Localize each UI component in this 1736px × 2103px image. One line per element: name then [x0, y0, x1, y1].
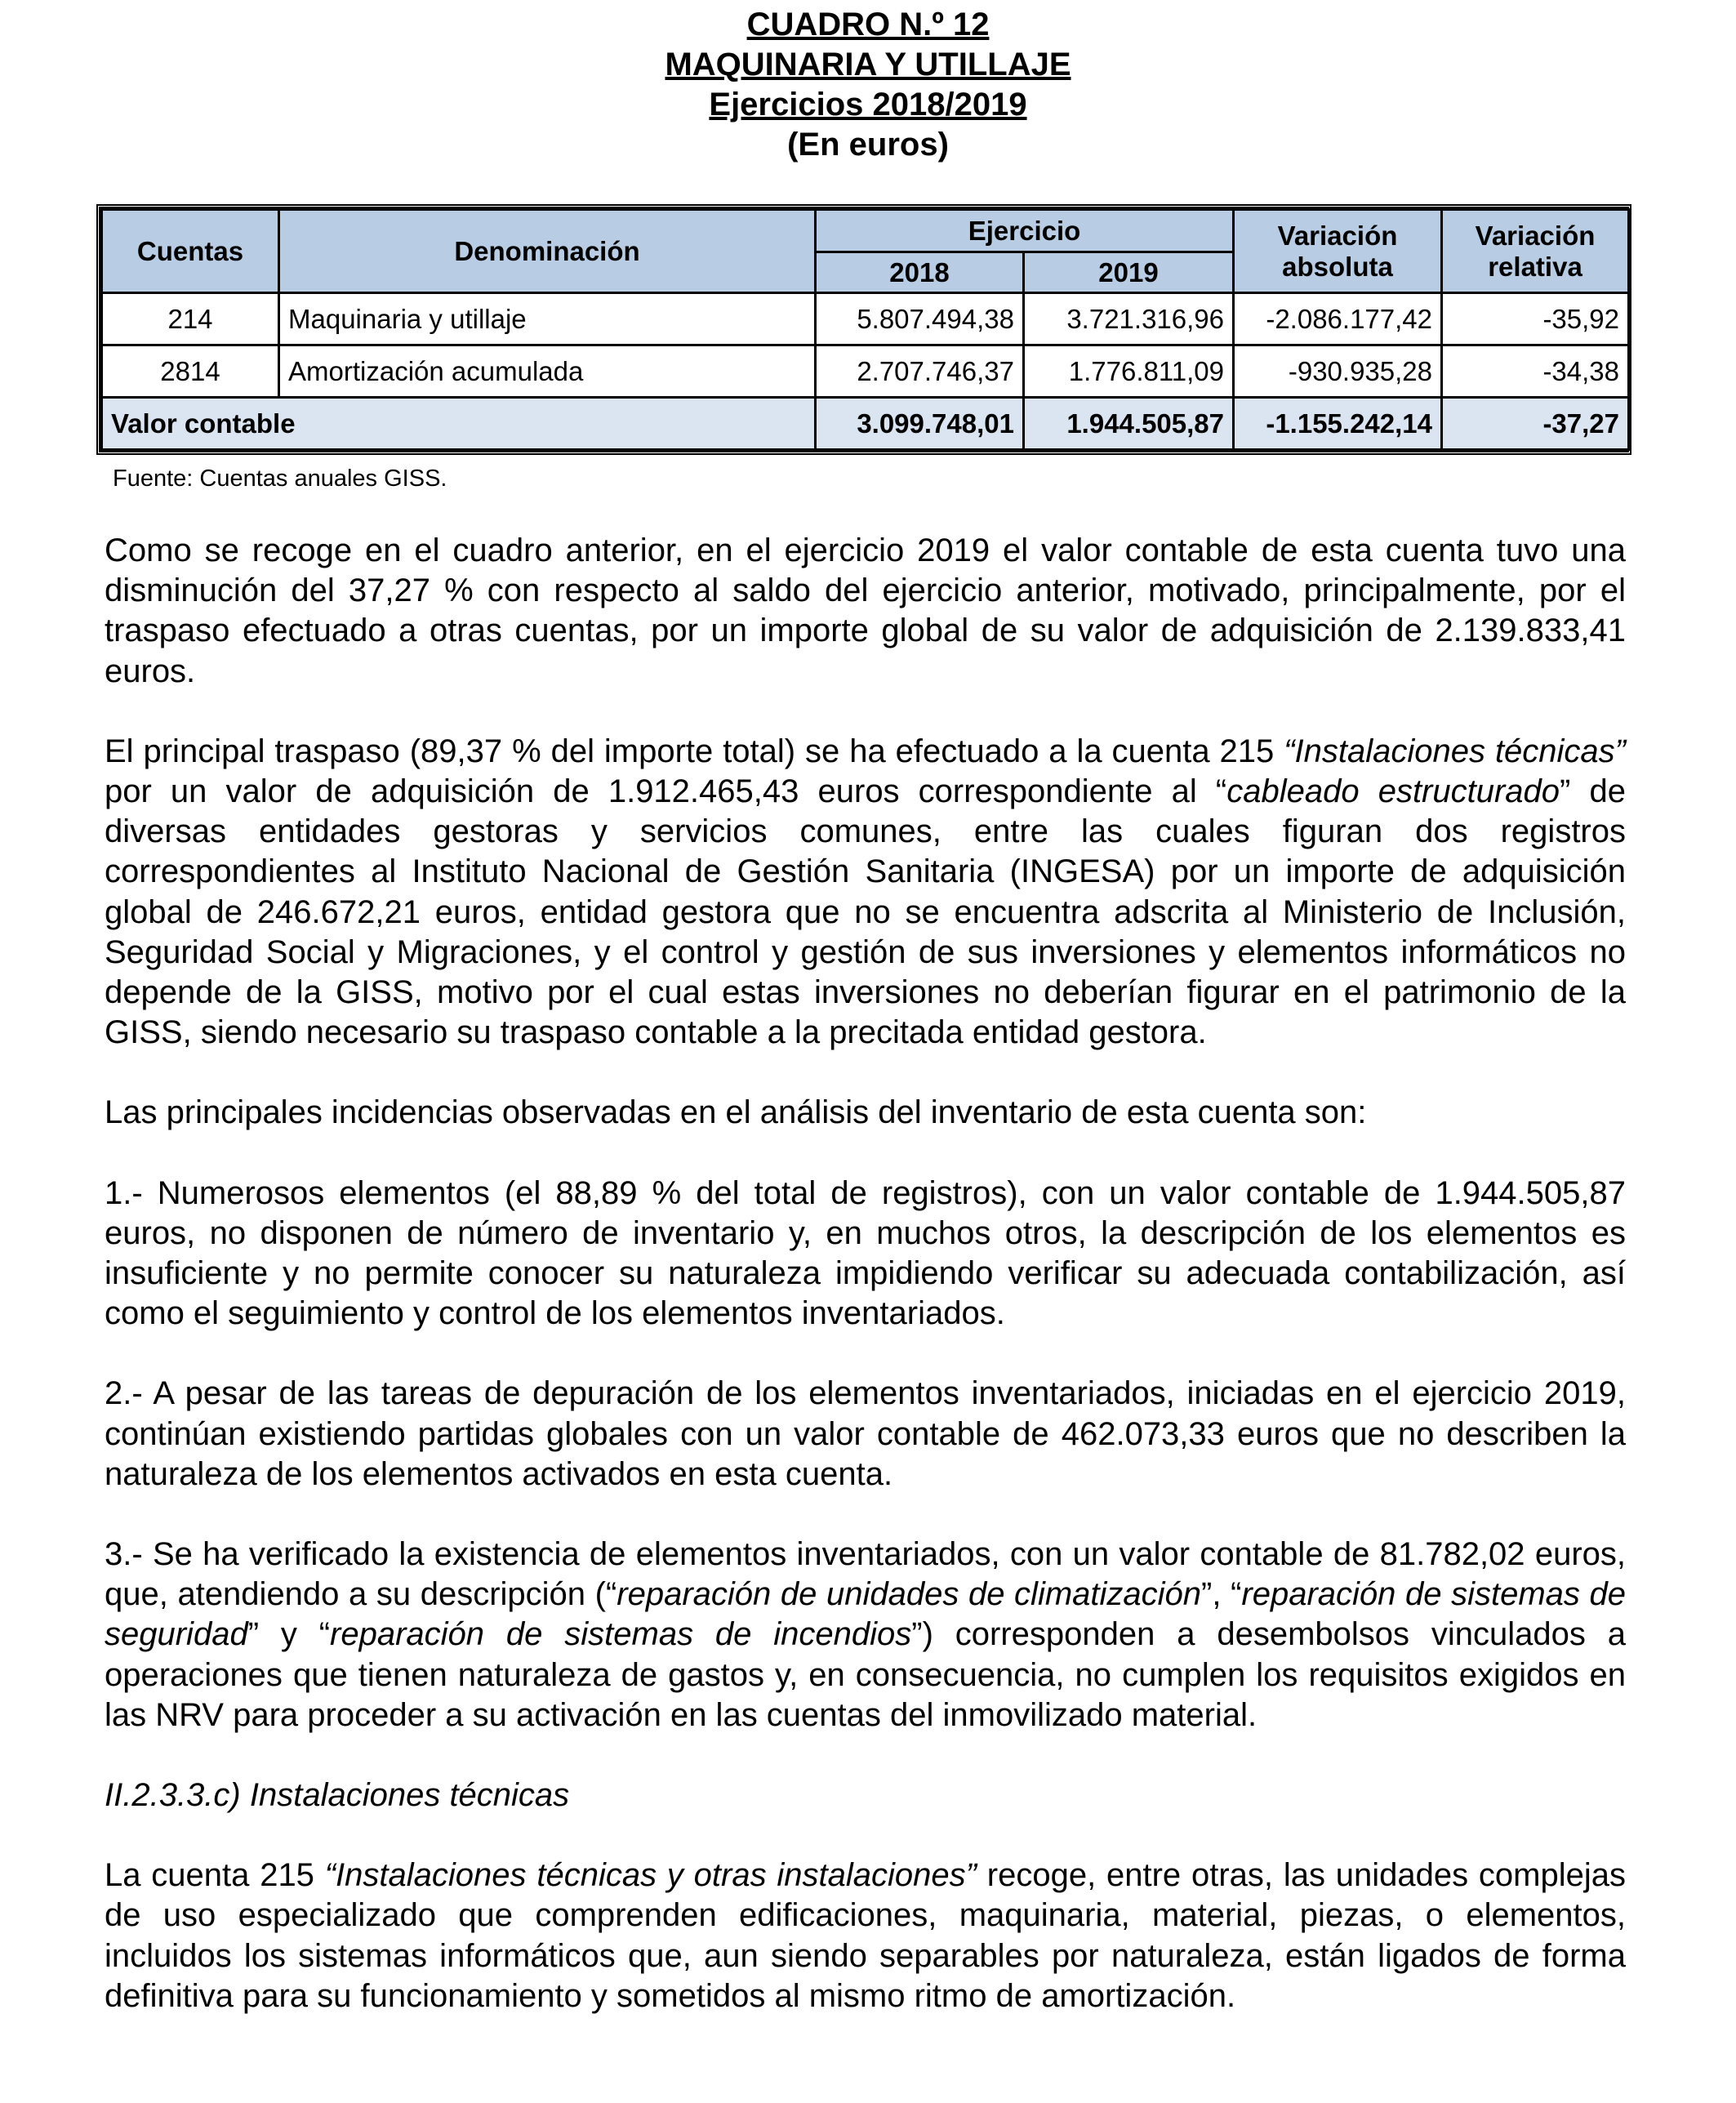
paragraph: 1.- Numerosos elementos (el 88,89 % del total de registros), con un valor contable de 1.944.505,87 euros, no disponen de número de inventario y, en muchos otros, la descripción de los elementos es insuficiente y no permite conocer su naturaleza impidiendo verificar su adecuada contabilización, así como el seguimiento y control de los elementos inventariados. — [105, 1174, 1626, 1332]
cell-var-abs: -2.086.177,42 — [1234, 293, 1442, 345]
header-2019: 2019 — [1024, 252, 1234, 293]
header-variacion-relativa: Variación relativa — [1442, 210, 1629, 293]
text: 3.- Se ha verificado la existencia de elementos inventariados, con un valor contable de 81.782,02 euros, que, atendiendo a su descripción (“ — [105, 1536, 1626, 1613]
paragraph: Las principales incidencias observadas en el análisis del inventario de esta cuenta son: — [105, 1094, 1367, 1131]
text-italic: “Instalaciones técnicas” — [1284, 733, 1627, 769]
table-row — [102, 293, 1629, 345]
title-number: CUADRO N.º 12 — [746, 7, 990, 42]
cell-2018: 5.807.494,38 — [816, 293, 1024, 345]
table-source: Fuente: Cuentas anuales GISS. — [113, 466, 447, 492]
section-heading: II.2.3.3.c) Instalaciones técnicas — [105, 1777, 570, 1814]
text: La cuenta 215 — [105, 1857, 325, 1894]
paragraph: Como se recoge en el cuadro anterior, en el ejercicio 2019 el valor contable de esta cuenta tuvo una disminución del 37,27 % con respecto al saldo del ejercicio anterior, motivado, principalmente, por el traspaso efectuado a otras cuentas, por un importe global de su valor de adquisición de 2.139.833,41 euros. — [105, 532, 1626, 689]
title-subject: MAQUINARIA Y UTILLAJE — [665, 47, 1071, 82]
paragraph — [105, 1856, 1626, 2016]
total-row — [102, 398, 1629, 450]
total-label: Valor contable — [102, 398, 816, 450]
text: ” de diversas entidades gestoras y servicios comunes, entre las cuales figuran dos registros correspondientes al Instituto Nacional de Gestión Sanitaria (INGESA) por un importe de adquisición global de 246.672,21 euros, entidad gestora que no se encuentra adscrita al Ministerio de Inclusión, Seguridad Social y Migraciones, y el control y gestión de sus inversiones y elementos informáticos no depende de la GISS, motivo por el cual estas inversiones no deberían figurar en el patrimonio de la GISS, siendo necesario su traspaso contable a la precitada entidad gestora. — [105, 773, 1626, 1051]
cell-var-rel: -34,38 — [1442, 345, 1629, 398]
header-denominacion: Denominación — [279, 210, 816, 293]
paragraph — [105, 1535, 1626, 1735]
text: por un valor de adquisición de 1.912.465,43 euros correspondiente al “ — [105, 773, 1227, 810]
body-text — [105, 531, 1626, 2056]
text-italic: cableado estructurado — [1226, 773, 1560, 810]
cell-var-rel: -35,92 — [1442, 293, 1629, 345]
table-title — [0, 5, 1736, 165]
text: ”, “ — [1201, 1576, 1242, 1613]
cell-2019: 3.721.316,96 — [1024, 293, 1234, 345]
header-cuentas: Cuentas — [102, 210, 279, 293]
cell-denominacion: Maquinaria y utillaje — [279, 293, 816, 345]
header-2018: 2018 — [816, 252, 1024, 293]
text-italic: “Instalaciones técnicas y otras instalaciones” — [324, 1857, 977, 1894]
title-years: Ejercicios 2018/2019 — [709, 87, 1027, 123]
paragraph: 2.- A pesar de las tareas de depuración de los elementos inventariados, iniciadas en el ejercicio 2019, continúan existiendo partidas globales con un valor contable de 462.073,33 euros que no describen la naturaleza de los elementos activados en esta cuenta. — [105, 1375, 1626, 1492]
cell-cuenta: 2814 — [102, 345, 279, 398]
text: recoge, entre otras, las unidades complejas de uso especializado que comprenden edificaciones, maquinaria, material, piezas, o elementos, incluidos los sistemas informáticos que, aun siendo separables por naturaleza, están ligados de forma definitiva para su funcionamiento y sometidos al mismo ritmo de amortización. — [105, 1857, 1626, 2014]
cell-cuenta: 214 — [102, 293, 279, 345]
cell-2019: 1.776.811,09 — [1024, 345, 1234, 398]
total-var-abs: -1.155.242,14 — [1234, 398, 1442, 450]
text-italic: reparación de unidades de climatización — [617, 1576, 1202, 1613]
text: ”) corresponden a desembolsos vinculados a operaciones que tienen naturaleza de gastos y, en consecuencia, no cumplen los requisitos exigidos en las NRV para proceder a su activación en las cuentas del inmovilizado material. — [105, 1616, 1626, 1733]
header-ejercicio: Ejercicio — [816, 210, 1234, 252]
text-italic: reparación de sistemas de seguridad — [105, 1576, 1626, 1653]
table-row — [102, 345, 1629, 398]
text: ” y “ — [247, 1616, 331, 1653]
cell-2018: 2.707.746,37 — [816, 345, 1024, 398]
text-italic: reparación de sistemas de incendios — [330, 1616, 912, 1653]
total-var-rel: -37,27 — [1442, 398, 1629, 450]
cell-var-abs: -930.935,28 — [1234, 345, 1442, 398]
header-variacion-absoluta: Variación absoluta — [1234, 210, 1442, 293]
cell-denominacion: Amortización acumulada — [279, 345, 816, 398]
title-units: (En euros) — [787, 127, 949, 163]
paragraph — [105, 732, 1626, 1054]
text: El principal traspaso (89,37 % del importe total) se ha efectuado a la cuenta 215 — [105, 733, 1284, 769]
total-2019: 1.944.505,87 — [1024, 398, 1234, 450]
data-table — [96, 204, 1631, 455]
total-2018: 3.099.748,01 — [816, 398, 1024, 450]
